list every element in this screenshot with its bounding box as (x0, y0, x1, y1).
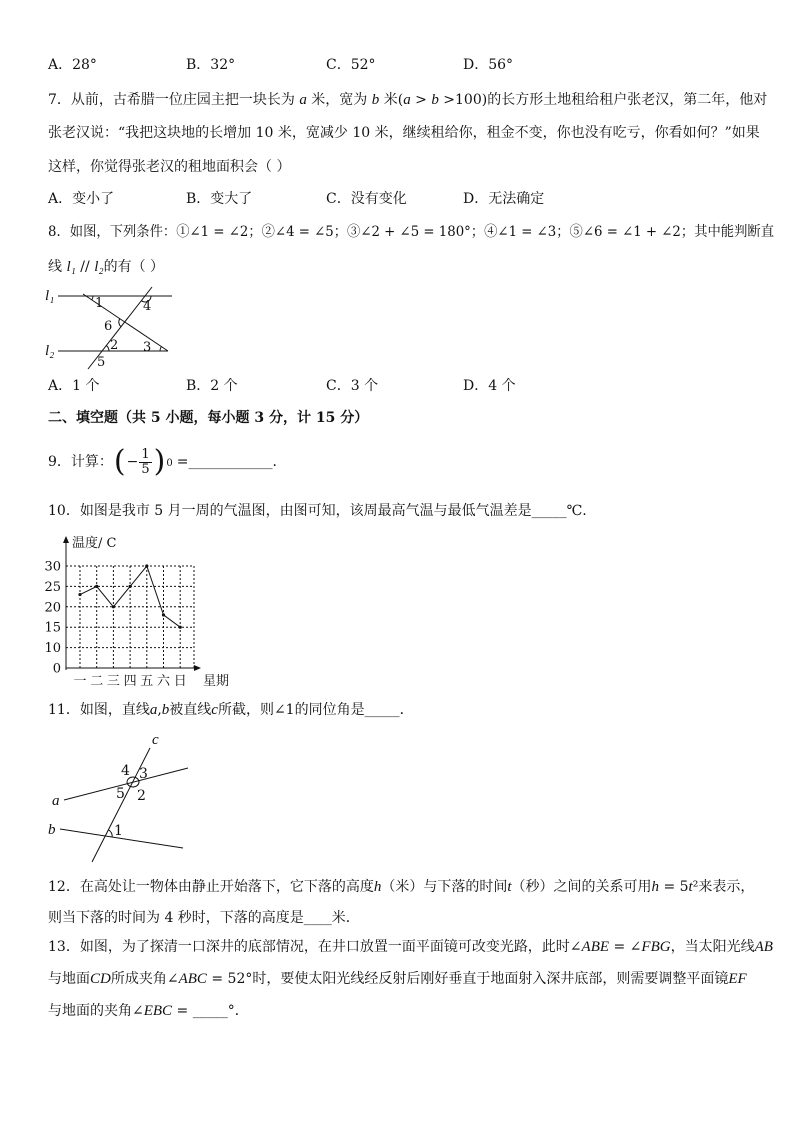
section-2-title: 二、填空题（共 5 小题，每小题 3 分，计 15 分） (48, 410, 369, 426)
q7-line-2: 张老汉说：“我把这块地的长增加 10 米，宽减少 10 米，继续租给你，租金不变，你也没有吃亏，你看如何？”如果 (48, 125, 760, 141)
math-variable: a (403, 92, 411, 108)
x-tick-label-1: 二 (90, 674, 104, 689)
angle-label-6: 6 (104, 319, 113, 334)
q6-option-a: A．28° (48, 57, 97, 73)
q7-line-1 (48, 90, 767, 110)
math-variable: ABE (581, 939, 610, 955)
q13-text: 13．如图，为了探清一口深井的底部情况，在井口放置一面平面镜可改变光路，此时∠ (48, 939, 582, 955)
q8-option-a: A．1 个 (48, 378, 100, 394)
q11-text: , (157, 702, 162, 718)
q12-line-1 (48, 877, 754, 897)
q6-option-b: B．32° (186, 57, 236, 73)
q8-option-b: B．2 个 (186, 378, 238, 394)
q12-exponent: ² (692, 879, 699, 895)
q9-prefix: 9．计算： (48, 454, 113, 470)
x-axis-arrow (194, 665, 201, 671)
y-tick-label-0: 0 (52, 661, 61, 677)
label-a: a (52, 793, 60, 809)
math-variable: l₁ (66, 259, 76, 275)
q7-option-c: C．没有变化 (326, 191, 407, 207)
exponent: 0 (166, 458, 173, 469)
q13-text: 与地面 (48, 971, 90, 987)
angle-label-2: 2 (110, 338, 119, 353)
y-axis-label: 温度/ C (72, 536, 117, 551)
math-variable: a (149, 702, 158, 718)
q13-text: 与地面的夹角∠ (48, 1003, 144, 1019)
y-tick-label-4: 25 (44, 579, 61, 595)
x-tick-label-5: 六 (156, 674, 171, 689)
left-paren: ( (113, 444, 126, 479)
q11-text: 所截，则∠1的同位角是_____． (217, 702, 414, 718)
q7-text: 米 (379, 92, 398, 108)
q13-text: = _____°． (172, 1003, 249, 1019)
math-variable: b (161, 702, 170, 718)
data-point-5 (162, 613, 165, 616)
math-variable: EF (728, 971, 747, 987)
q13-line-1 (48, 937, 773, 957)
q13-line-2 (48, 969, 747, 989)
q8-option-d: D．4 个 (463, 378, 516, 394)
parallel-lines-figure (40, 282, 185, 374)
angle-arc-3 (160, 347, 161, 352)
math-variable: h (651, 879, 659, 895)
q8-text: // (75, 259, 95, 275)
math-variable: t (688, 879, 693, 895)
q12-text: = 5 (659, 879, 689, 895)
angle-label-5: 5 (97, 355, 106, 370)
transversal-figure (45, 732, 190, 865)
q7-option-b: B．变大了 (186, 191, 253, 207)
q12-line-2: 则当下落的时间为 4 秒时，下落的高度是____米． (48, 910, 360, 926)
q12-text: （米）与下落的时间 (381, 879, 508, 895)
label-c: c (152, 732, 159, 748)
right-paren: ) (153, 444, 166, 479)
label-l2: l₂ (45, 343, 55, 359)
x-tick-label-3: 四 (123, 674, 137, 689)
q9-answer-blank: ____________ (188, 454, 273, 470)
q7-line-3: 这样，你觉得张老汉的租地面积会（ ） (48, 159, 291, 175)
angle-label-1: 1 (114, 823, 123, 839)
q7-option-d: D．无法确定 (463, 191, 545, 207)
y-tick-label-5: 30 (44, 559, 61, 575)
q11-text: 11．如图，直线 (48, 702, 150, 718)
q7-text: >100) (438, 92, 488, 108)
angle-label-2: 2 (137, 788, 146, 804)
math-variable: CD (90, 971, 111, 987)
angle-label-4: 4 (121, 763, 130, 779)
q13-line-3 (48, 1001, 249, 1021)
math-variable: b (371, 92, 380, 108)
math-variable: ABC (178, 971, 207, 987)
x-tick-label-6: 日 (173, 674, 187, 689)
x-tick-label-2: 三 (106, 674, 120, 689)
angle-arc-1 (108, 830, 112, 837)
math-variable: t (507, 879, 512, 895)
y-tick-label-1: 10 (44, 641, 61, 657)
math-variable: c (211, 702, 218, 718)
q7-option-a: A．变小了 (48, 191, 115, 207)
label-b: b (48, 822, 56, 838)
math-variable: FBG (641, 939, 671, 955)
q13-text: 所成夹角∠ (110, 971, 179, 987)
math-variable: h (373, 879, 382, 895)
angle-label-3: 3 (139, 766, 148, 782)
y-axis-arrow (63, 536, 69, 543)
data-point-3 (129, 585, 132, 588)
data-point-0 (78, 593, 81, 596)
q8-option-c: C．3 个 (326, 378, 379, 394)
data-point-2 (112, 605, 115, 608)
fraction (139, 448, 151, 477)
fraction-numerator: 1 (141, 446, 150, 462)
angle-label-5: 5 (116, 786, 125, 802)
math-variable: l₂ (94, 259, 104, 275)
q7-text: 的长方形土地租给租户张老汉，第二年，他对 (487, 92, 768, 108)
q7-text: > (410, 92, 432, 108)
q13-text: = 52°时，要使太阳光线经反射后刚好垂直于地面射入深井底部，则需要调整平面镜 (206, 971, 729, 987)
q8-line-2 (48, 257, 164, 277)
x-tick-label-4: 五 (140, 674, 154, 689)
q8-text: 的有（ ） (103, 259, 165, 275)
angle-label-1: 1 (95, 296, 104, 311)
y-tick-label-2: 15 (44, 620, 61, 636)
q7-text: 米，宽为 (306, 92, 372, 108)
q6-option-d: D．56° (463, 57, 514, 73)
q9-line (48, 444, 286, 480)
fraction-denominator: 5 (141, 461, 150, 477)
math-variable: a (299, 92, 307, 108)
temperature-line-chart (40, 530, 240, 692)
q13-text: = ∠ (609, 939, 642, 955)
label-l1: l₁ (45, 288, 55, 304)
angle-arc-1 (92, 296, 93, 300)
q11-text: 被直线 (169, 702, 212, 718)
q10-line: 10．如图是我市 5 月一周的气温图，由图可知，该周最高气温与最低气温差是_____℃. (48, 503, 587, 519)
math-variable: EBC (143, 1003, 173, 1019)
math-variable: b (431, 92, 439, 108)
q7-paren: ( (397, 92, 404, 108)
angle-label-4: 4 (143, 299, 152, 314)
q12-text: 12．在高处让一物体由静止开始落下，它下落的高度 (48, 879, 374, 895)
data-point-1 (95, 585, 98, 588)
data-point-6 (179, 626, 182, 629)
q12-text: 来表示， (698, 879, 755, 895)
q8-line-1: 8．如图，下列条件：①∠1 = ∠2；②∠4 = ∠5；③∠2 + ∠5 = 180°；④∠1 = ∠3；⑤∠6 = ∠1 + ∠2；其中能判断直 (48, 224, 775, 240)
q13-text: ，当太阳光线 (670, 939, 755, 955)
q6-option-c: C．52° (326, 57, 376, 73)
data-point-4 (145, 564, 148, 567)
q12-text: （秒）之间的关系可用 (511, 879, 652, 895)
x-tick-label-0: 一 (73, 674, 87, 689)
angle-arc-2 (106, 346, 109, 352)
q7-text: 7．从前，古希腊一位庄园主把一块长为 (48, 92, 300, 108)
q11-line (48, 700, 414, 720)
angle-label-3: 3 (143, 340, 152, 355)
y-tick-label-3: 20 (44, 600, 61, 616)
math-variable: AB (754, 939, 773, 955)
q9-equals: = (176, 454, 189, 470)
q8-text: 线 (48, 259, 67, 275)
x-axis-label: 星期 (203, 674, 230, 689)
q9-sign: − (126, 454, 139, 470)
q9-end: ． (272, 454, 287, 470)
